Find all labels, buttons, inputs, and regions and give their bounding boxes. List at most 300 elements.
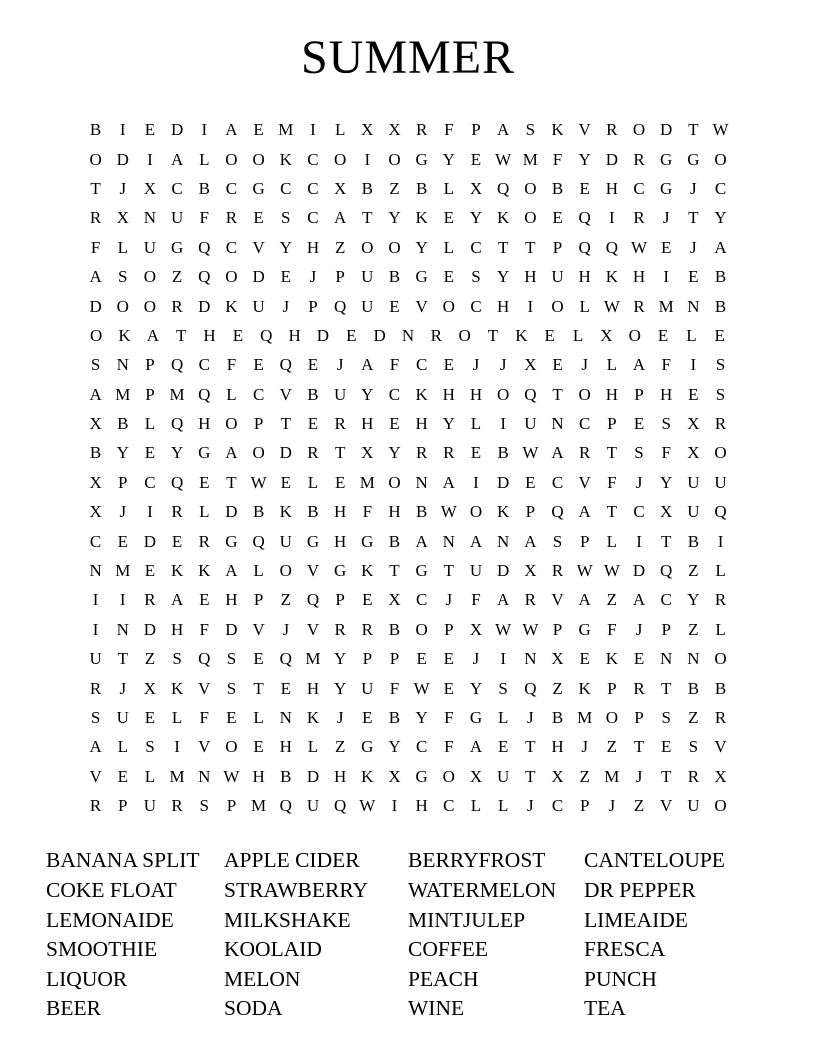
- grid-letter: X: [469, 766, 483, 786]
- grid-letter: Q: [660, 561, 673, 581]
- grid-letter: T: [117, 649, 128, 669]
- grid-letter: E: [633, 414, 645, 434]
- grid-letter: N: [524, 649, 537, 669]
- grid-letter: M: [359, 472, 375, 492]
- grid-letter: P: [471, 120, 481, 140]
- word-list-item: WINE: [408, 996, 465, 1021]
- grid-letter: A: [497, 120, 510, 140]
- grid-letter: H: [225, 590, 238, 610]
- grid-letter: R: [687, 766, 700, 786]
- grid-letter: J: [119, 502, 127, 522]
- grid-letter: D: [198, 296, 211, 316]
- grid-letter: N: [687, 649, 700, 669]
- grid-letter: E: [144, 561, 156, 581]
- grid-letter: C: [660, 590, 672, 610]
- grid-letter: X: [388, 120, 401, 140]
- grid-letter: K: [497, 502, 510, 522]
- grid-letter: I: [500, 649, 506, 669]
- grid-letter: N: [551, 414, 564, 434]
- grid-letter: O: [714, 443, 727, 463]
- grid-letter: O: [361, 237, 374, 257]
- grid-letter: E: [389, 296, 400, 316]
- grid-letter: F: [471, 590, 481, 610]
- grid-letter: Q: [578, 208, 591, 228]
- grid-letter: K: [361, 561, 374, 581]
- grid-letter: R: [89, 208, 102, 228]
- grid-row: [82, 438, 734, 467]
- grid-letter: T: [525, 766, 536, 786]
- grid-letter: E: [171, 531, 183, 551]
- grid-letter: P: [634, 708, 644, 727]
- grid-letter: P: [362, 649, 373, 669]
- grid-letter: E: [443, 678, 455, 698]
- grid-letter: Y: [170, 443, 184, 463]
- grid-letter: A: [578, 590, 591, 610]
- grid-letter: G: [333, 561, 347, 581]
- grid-letter: B: [280, 766, 292, 786]
- grid-letter: H: [442, 384, 455, 404]
- grid-letter: L: [144, 414, 156, 434]
- grid-letter: O: [388, 237, 401, 257]
- grid-letter: X: [388, 766, 401, 786]
- grid-letter: U: [551, 267, 564, 287]
- grid-letter: Q: [279, 355, 292, 375]
- grid-letter: H: [524, 267, 537, 287]
- grid-letter: I: [690, 355, 697, 375]
- grid-letter: E: [362, 590, 373, 610]
- grid-letter: S: [281, 208, 291, 228]
- grid-letter: U: [361, 267, 374, 287]
- grid-letter: J: [445, 590, 453, 610]
- grid-letter: B: [388, 267, 401, 287]
- grid-letter: L: [144, 766, 156, 786]
- grid-letter: E: [470, 149, 482, 169]
- grid-letter: E: [253, 120, 264, 140]
- grid-letter: Q: [551, 502, 564, 522]
- grid-letter: Q: [279, 649, 292, 669]
- grid-letter: I: [391, 796, 398, 816]
- grid-row: [82, 585, 734, 614]
- grid-letter: A: [442, 472, 455, 492]
- grid-letter: D: [252, 267, 265, 287]
- grid-letter: D: [497, 472, 510, 492]
- grid-letter: E: [253, 208, 264, 228]
- grid-letter: M: [115, 384, 131, 404]
- grid-letter: E: [688, 267, 699, 287]
- grid-letter: V: [551, 590, 564, 610]
- grid-letter: Q: [714, 502, 727, 522]
- grid-letter: J: [635, 472, 643, 492]
- grid-letter: I: [609, 208, 615, 228]
- grid-letter: G: [361, 737, 374, 757]
- grid-letter: L: [497, 708, 509, 727]
- grid-letter: Z: [280, 590, 291, 610]
- grid-letter: S: [90, 355, 101, 375]
- grid-letter: O: [143, 296, 157, 316]
- grid-letter: E: [199, 590, 210, 610]
- grid-letter: E: [657, 325, 669, 345]
- grid-letter: O: [469, 502, 483, 522]
- grid-letter: J: [608, 796, 616, 816]
- grid-letter: A: [632, 590, 646, 610]
- grid-letter: C: [171, 178, 183, 198]
- grid-letter: H: [660, 384, 673, 404]
- grid-letter: I: [636, 531, 642, 551]
- grid-letter: V: [578, 472, 591, 492]
- grid-letter: K: [198, 561, 211, 581]
- grid-letter: X: [469, 178, 483, 198]
- grid-letter: O: [442, 766, 455, 786]
- grid-letter: W: [440, 502, 457, 522]
- grid-letter: L: [497, 796, 509, 816]
- grid-letter: E: [579, 649, 590, 669]
- grid-letter: M: [577, 708, 593, 727]
- grid-letter: U: [116, 708, 129, 727]
- grid-letter: G: [198, 443, 211, 463]
- grid-letter: E: [633, 649, 645, 669]
- grid-letter: G: [252, 178, 265, 198]
- grid-letter: M: [522, 149, 538, 169]
- grid-letter: T: [253, 678, 264, 698]
- grid-letter: E: [661, 737, 672, 757]
- grid-letter: P: [661, 619, 671, 639]
- grid-row: [82, 144, 734, 173]
- grid-letter: H: [333, 766, 347, 786]
- grid-letter: O: [225, 267, 238, 287]
- grid-letter: P: [389, 649, 400, 669]
- grid-letter: O: [714, 149, 727, 169]
- grid-letter: X: [143, 178, 157, 198]
- grid-letter: Y: [442, 149, 455, 169]
- grid-letter: B: [89, 443, 102, 463]
- grid-letter: K: [361, 766, 374, 786]
- grid-letter: J: [581, 737, 588, 757]
- word-list-column: [584, 846, 760, 1024]
- grid-letter: S: [199, 796, 209, 816]
- grid-letter: L: [470, 414, 482, 434]
- grid-letter: O: [578, 384, 591, 404]
- grid-letter: S: [715, 384, 726, 404]
- grid-letter: B: [714, 678, 727, 698]
- grid-letter: A: [225, 561, 238, 581]
- grid-letter: T: [226, 472, 237, 492]
- grid-letter: A: [469, 737, 483, 757]
- grid-letter: U: [170, 208, 184, 228]
- grid-letter: Y: [687, 590, 700, 610]
- grid-letter: A: [225, 120, 238, 140]
- grid-letter: E: [199, 472, 210, 492]
- grid-letter: G: [361, 531, 374, 551]
- grid-letter: E: [346, 325, 357, 345]
- grid-letter: Z: [688, 708, 699, 727]
- grid-letter: U: [714, 472, 727, 492]
- grid-letter: J: [527, 708, 534, 727]
- grid-letter: H: [333, 502, 347, 522]
- grid-letter: I: [201, 120, 208, 140]
- grid-letter: W: [576, 561, 593, 581]
- grid-letter: A: [578, 502, 591, 522]
- grid-letter: B: [687, 531, 700, 551]
- grid-letter: D: [225, 502, 238, 522]
- grid-letter: E: [552, 355, 563, 375]
- grid-letter: H: [252, 766, 265, 786]
- grid-letter: Q: [524, 678, 537, 698]
- grid-letter: R: [579, 443, 591, 463]
- grid-letter: Z: [334, 737, 346, 757]
- grid-letter: Q: [497, 178, 510, 198]
- grid-letter: R: [714, 414, 727, 434]
- grid-letter: B: [89, 120, 102, 140]
- grid-letter: R: [334, 619, 346, 639]
- grid-letter: K: [225, 296, 238, 316]
- grid-letter: I: [364, 149, 371, 169]
- grid-letter: S: [661, 708, 671, 727]
- grid-letter: D: [143, 619, 157, 639]
- grid-letter: Q: [170, 472, 184, 492]
- grid-letter: H: [279, 737, 292, 757]
- grid-letter: H: [632, 267, 646, 287]
- grid-letter: Z: [144, 649, 156, 669]
- grid-letter: O: [225, 149, 238, 169]
- grid-row: [82, 556, 734, 585]
- grid-letter: S: [498, 678, 508, 698]
- grid-letter: Q: [333, 296, 347, 316]
- grid-letter: C: [551, 472, 564, 492]
- grid-letter: P: [525, 502, 536, 522]
- grid-letter: E: [470, 443, 482, 463]
- grid-letter: U: [469, 561, 483, 581]
- grid-letter: F: [607, 472, 617, 492]
- grid-letter: M: [305, 649, 321, 669]
- word-list-item: FRESCA: [584, 937, 666, 962]
- grid-row: [82, 321, 734, 350]
- grid-letter: F: [226, 355, 237, 375]
- grid-letter: O: [551, 296, 564, 316]
- grid-letter: B: [714, 296, 727, 316]
- grid-letter: E: [280, 472, 291, 492]
- grid-letter: X: [388, 590, 401, 610]
- grid-letter: K: [497, 208, 510, 228]
- grid-letter: A: [361, 355, 374, 375]
- word-search-grid: [0, 115, 816, 820]
- grid-letter: L: [307, 472, 319, 492]
- grid-letter: Y: [279, 237, 292, 257]
- grid-letter: E: [280, 678, 291, 698]
- grid-letter: S: [90, 708, 101, 727]
- grid-letter: E: [714, 325, 725, 345]
- word-list-item: APPLE CIDER: [224, 848, 360, 873]
- grid-letter: H: [203, 325, 216, 345]
- grid-letter: L: [199, 149, 210, 169]
- grid-letter: E: [117, 766, 128, 786]
- grid-letter: X: [600, 325, 613, 345]
- grid-letter: L: [117, 237, 128, 257]
- grid-letter: G: [225, 531, 238, 551]
- grid-letter: J: [282, 296, 290, 316]
- grid-letter: O: [442, 296, 455, 316]
- grid-letter: G: [578, 619, 591, 639]
- grid-letter: A: [714, 237, 727, 257]
- grid-letter: J: [336, 708, 344, 727]
- grid-letter: T: [606, 502, 618, 522]
- grid-letter: O: [388, 149, 401, 169]
- grid-letter: S: [118, 267, 128, 287]
- grid-letter: H: [497, 296, 510, 316]
- grid-letter: P: [552, 237, 563, 257]
- word-list-item: WATERMELON: [408, 877, 557, 902]
- grid-letter: T: [443, 561, 455, 581]
- grid-letter: B: [252, 502, 265, 522]
- grid-letter: E: [144, 708, 156, 727]
- grid-row: [82, 497, 734, 526]
- grid-letter: H: [469, 384, 483, 404]
- grid-letter: T: [661, 531, 672, 551]
- grid-letter: X: [687, 414, 700, 434]
- grid-row: [82, 526, 734, 555]
- grid-letter: J: [635, 766, 643, 786]
- grid-letter: Q: [524, 384, 537, 404]
- grid-letter: S: [172, 649, 182, 669]
- grid-row: [82, 409, 734, 438]
- grid-letter: C: [415, 590, 428, 610]
- grid-letter: C: [225, 237, 238, 257]
- grid-letter: B: [117, 414, 129, 434]
- grid-letter: A: [89, 384, 102, 404]
- grid-letter: X: [524, 355, 537, 375]
- grid-letter: S: [688, 737, 699, 757]
- grid-letter: U: [687, 796, 700, 816]
- grid-letter: N: [116, 619, 129, 639]
- grid-letter: A: [170, 590, 184, 610]
- grid-letter: K: [605, 649, 618, 669]
- grid-letter: B: [307, 502, 319, 522]
- grid-letter: R: [430, 325, 442, 345]
- grid-letter: A: [632, 355, 646, 375]
- grid-letter: P: [145, 384, 155, 404]
- grid-letter: S: [226, 678, 237, 698]
- grid-letter: O: [116, 296, 129, 316]
- word-list-item: BANANA SPLIT: [46, 848, 200, 873]
- grid-letter: L: [443, 178, 455, 198]
- grid-letter: L: [171, 708, 183, 727]
- grid-letter: Y: [388, 208, 401, 228]
- grid-letter: T: [497, 237, 509, 257]
- grid-letter: Y: [388, 443, 401, 463]
- grid-letter: B: [551, 178, 564, 198]
- grid-letter: P: [253, 590, 264, 610]
- grid-letter: H: [415, 414, 428, 434]
- grid-letter: K: [415, 384, 428, 404]
- grid-letter: Q: [198, 649, 211, 669]
- grid-letter: T: [334, 443, 346, 463]
- grid-letter: H: [415, 796, 428, 816]
- grid-letter: I: [119, 590, 126, 610]
- grid-letter: C: [198, 355, 210, 375]
- grid-letter: V: [89, 766, 102, 786]
- grid-letter: I: [147, 149, 153, 169]
- grid-letter: Q: [170, 414, 184, 434]
- grid-letter: E: [443, 355, 455, 375]
- grid-letter: J: [499, 355, 507, 375]
- grid-letter: W: [712, 120, 729, 140]
- grid-letter: R: [171, 296, 183, 316]
- grid-letter: G: [170, 237, 184, 257]
- grid-letter: D: [316, 325, 330, 345]
- grid-letter: L: [253, 708, 264, 727]
- grid-letter: T: [176, 325, 187, 345]
- grid-letter: Y: [660, 472, 673, 492]
- grid-letter: C: [579, 414, 591, 434]
- grid-row: [82, 233, 734, 262]
- grid-letter: U: [333, 384, 347, 404]
- grid-letter: W: [522, 443, 539, 463]
- grid-letter: U: [524, 414, 537, 434]
- grid-letter: G: [415, 149, 428, 169]
- grid-letter: R: [714, 590, 727, 610]
- grid-letter: E: [552, 208, 563, 228]
- grid-letter: R: [225, 208, 238, 228]
- grid-letter: D: [306, 766, 320, 786]
- grid-letter: S: [715, 355, 726, 375]
- grid-letter: Y: [333, 678, 347, 698]
- word-list: [0, 846, 816, 1024]
- grid-letter: K: [415, 208, 428, 228]
- grid-letter: H: [578, 267, 591, 287]
- grid-letter: P: [145, 355, 155, 375]
- grid-letter: I: [92, 590, 99, 610]
- grid-letter: P: [444, 619, 454, 639]
- grid-letter: D: [225, 619, 238, 639]
- grid-letter: Z: [389, 178, 400, 198]
- grid-letter: J: [662, 208, 670, 228]
- grid-letter: R: [633, 208, 645, 228]
- grid-letter: Y: [333, 649, 347, 669]
- grid-row: [82, 350, 734, 379]
- grid-letter: Q: [333, 796, 347, 816]
- grid-letter: E: [443, 267, 455, 287]
- grid-letter: V: [415, 296, 428, 316]
- grid-letter: H: [306, 237, 320, 257]
- grid-letter: I: [147, 502, 153, 522]
- grid-letter: V: [252, 619, 265, 639]
- grid-letter: W: [631, 237, 648, 257]
- grid-letter: X: [89, 472, 102, 492]
- grid-letter: X: [143, 678, 157, 698]
- word-list-item: LIMEAIDE: [584, 907, 688, 932]
- grid-letter: E: [688, 384, 699, 404]
- grid-letter: Q: [252, 531, 265, 551]
- grid-letter: J: [581, 355, 588, 375]
- grid-letter: R: [361, 619, 373, 639]
- grid-letter: O: [252, 443, 265, 463]
- grid-letter: Q: [260, 325, 273, 345]
- grid-letter: P: [335, 590, 345, 610]
- grid-letter: C: [225, 178, 238, 198]
- grid-letter: P: [607, 678, 617, 698]
- grid-letter: T: [552, 384, 563, 404]
- word-list-item: TEA: [584, 996, 626, 1021]
- word-list-item: COKE FLOAT: [46, 877, 177, 902]
- grid-letter: V: [279, 384, 292, 404]
- grid-letter: I: [500, 414, 506, 434]
- grid-row: [82, 174, 734, 203]
- grid-letter: R: [633, 678, 645, 698]
- grid-letter: V: [252, 237, 265, 257]
- grid-letter: I: [663, 267, 670, 287]
- grid-letter: M: [251, 796, 267, 816]
- grid-letter: Z: [171, 267, 183, 287]
- grid-letter: X: [89, 414, 102, 434]
